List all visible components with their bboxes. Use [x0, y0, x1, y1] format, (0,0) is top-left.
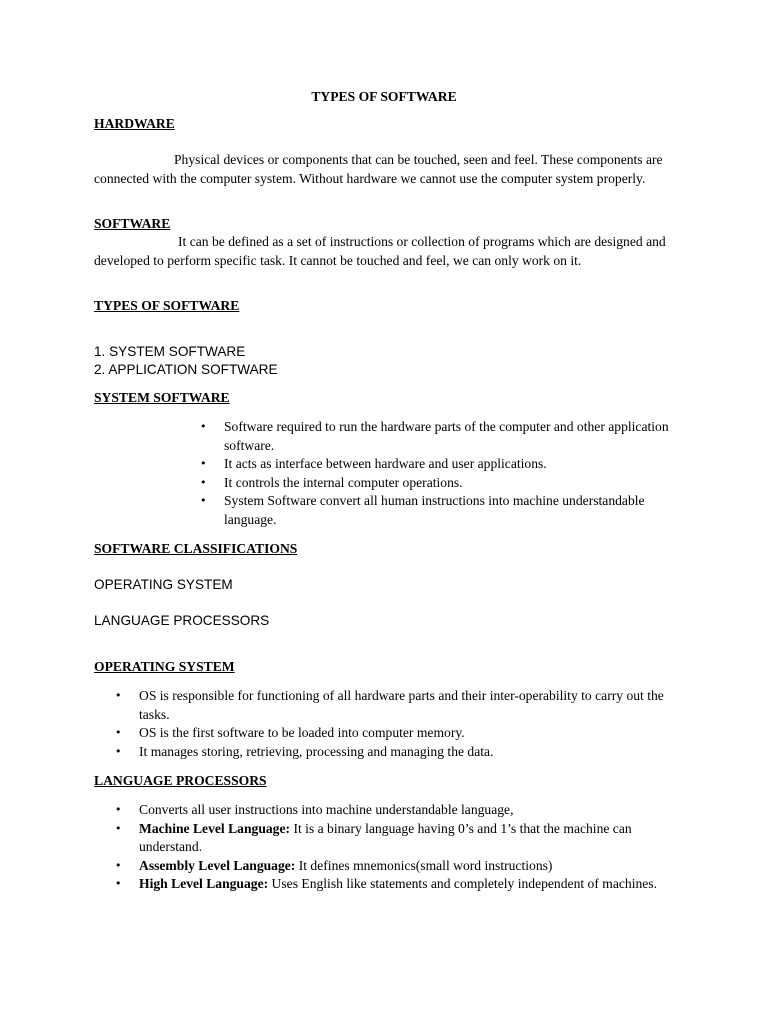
list-item: • It acts as interface between hardware and user applications. — [224, 455, 674, 474]
list-item: • Software required to run the hardware parts of the computer and other application software. — [224, 418, 674, 455]
operating-system-heading: OPERATING SYSTEM — [94, 659, 235, 674]
system-software-list — [224, 418, 674, 529]
term-description: It is a binary language having 0’s and 1’s that the machine can understand. — [139, 820, 632, 854]
classifications-heading: SOFTWARE CLASSIFICATIONS — [94, 541, 298, 556]
classification-item: LANGUAGE PROCESSORS — [94, 613, 270, 628]
term-label: Assembly Level Language: — [139, 857, 296, 873]
term-description: It defines mnemonics(small word instructions) — [295, 857, 553, 873]
term-label: Machine Level Language: — [139, 820, 291, 836]
list-item: • It manages storing, retrieving, processing and managing the data. — [139, 743, 679, 762]
page-title: TYPES OF SOFTWARE — [311, 89, 457, 104]
operating-system-list — [139, 687, 679, 761]
software-text: It can be defined as a set of instructions or collection of programs which are designed and developed to perform specific task. It cannot be touched and feel, we can only work on it. — [94, 234, 666, 268]
software-heading: SOFTWARE — [94, 216, 171, 231]
hardware-heading: HARDWARE — [94, 116, 175, 131]
list-item: • It controls the internal computer operations. — [224, 474, 674, 493]
system-software-heading: SYSTEM SOFTWARE — [94, 390, 230, 405]
classification-item: OPERATING SYSTEM — [94, 577, 233, 592]
list-item — [139, 875, 674, 894]
term-description: Uses English like statements and completely independent of machines. — [268, 876, 657, 891]
list-item: • OS is the first software to be loaded into computer memory. — [139, 724, 679, 743]
term-label: High Level Language: — [139, 876, 269, 891]
language-processors-list — [139, 801, 674, 894]
language-processors-heading: LANGUAGE PROCESSORS — [94, 773, 267, 788]
hardware-text: Physical devices or components that can be touched, seen and feel. These components are connected with the computer system. Without hardware we cannot use the computer system properly. — [94, 152, 663, 186]
list-item: • System Software convert all human instructions into machine understandable language. — [224, 492, 674, 529]
types-heading: TYPES OF SOFTWARE — [94, 298, 240, 313]
types-item: 2. APPLICATION SOFTWARE — [94, 362, 278, 377]
list-item — [139, 820, 674, 857]
list-item: • OS is responsible for functioning of all hardware parts and their inter-operability to carry out the tasks. — [139, 687, 679, 724]
types-item: 1. SYSTEM SOFTWARE — [94, 344, 246, 359]
list-item: • Converts all user instructions into machine understandable language, — [139, 801, 674, 820]
software-paragraph — [94, 233, 674, 270]
hardware-paragraph — [94, 151, 674, 188]
list-item — [139, 857, 674, 876]
